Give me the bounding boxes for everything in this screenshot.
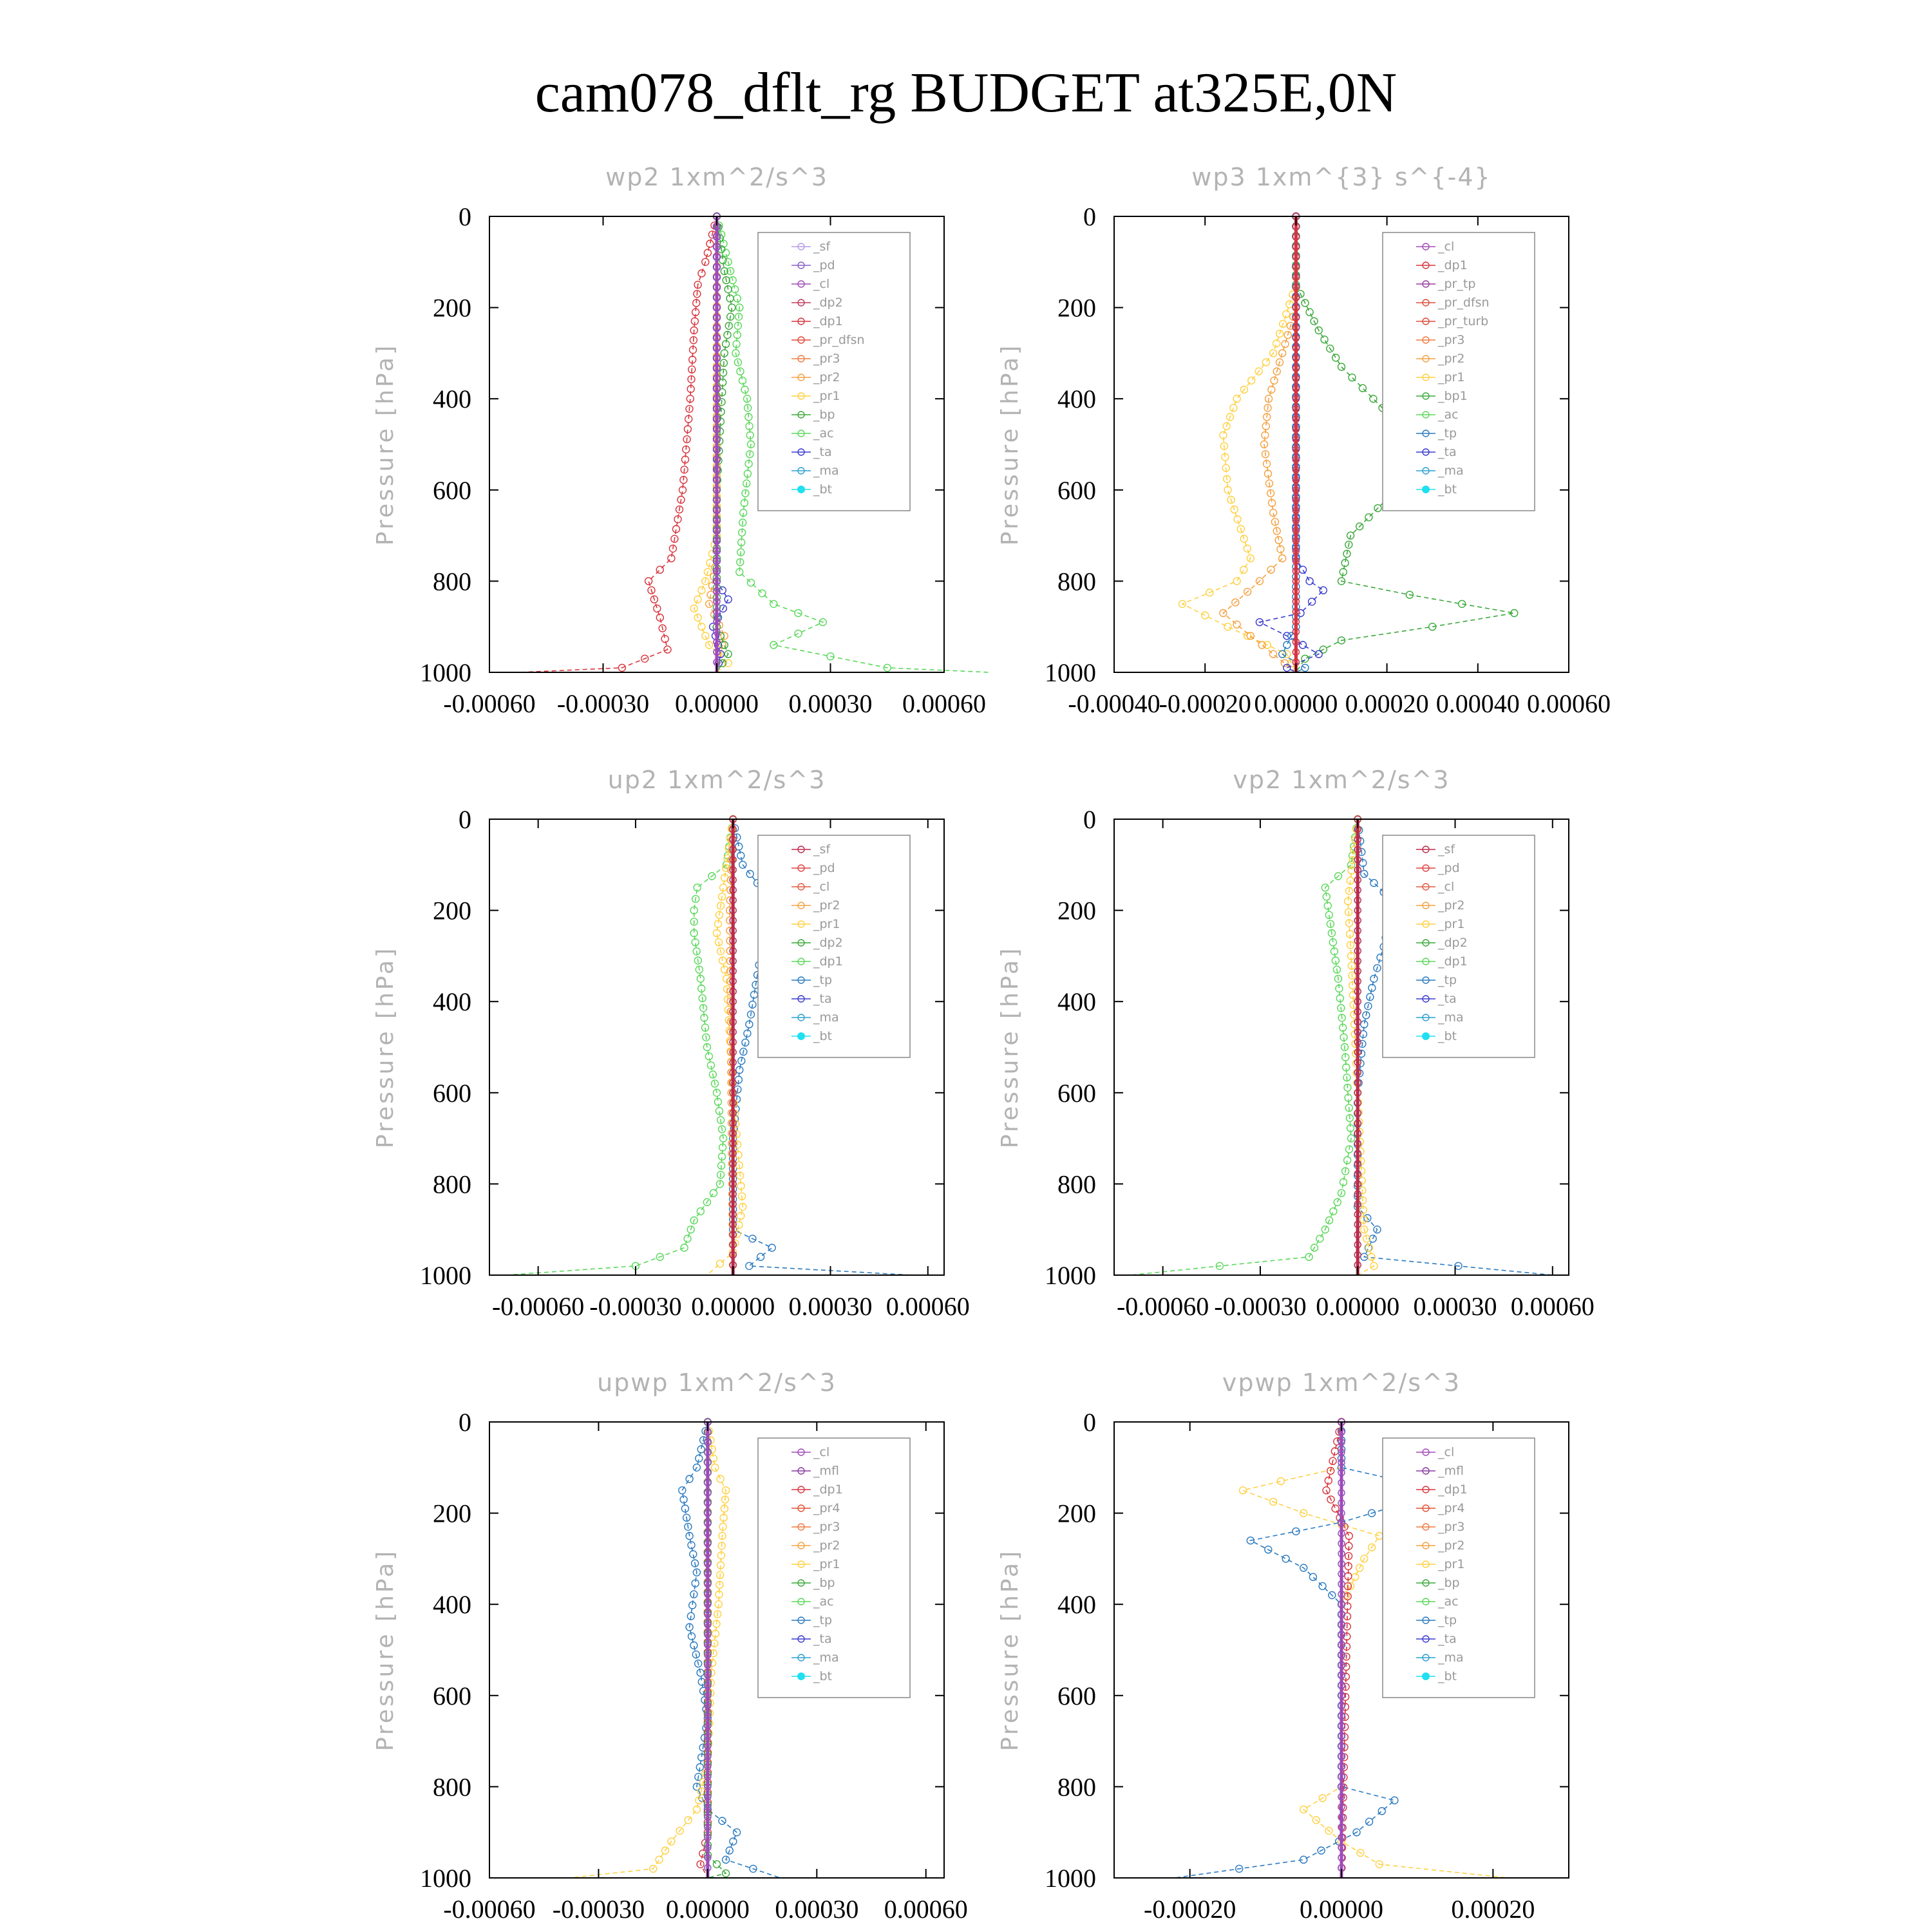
legend-label: _mfl xyxy=(813,1464,839,1478)
series-point xyxy=(706,240,714,247)
series-point xyxy=(757,1253,764,1260)
legend-label: _pr3 xyxy=(813,1520,840,1534)
legend-label: _cl xyxy=(1438,1445,1455,1459)
series-point xyxy=(1281,659,1288,667)
legend-label: _pr2 xyxy=(1438,898,1465,913)
legend-marker xyxy=(797,486,805,493)
y-tick-label: 1000 xyxy=(1045,658,1096,687)
series-point xyxy=(710,1189,717,1197)
x-tick-label: -0.00030 xyxy=(589,1292,682,1321)
legend-label: _pr_turb xyxy=(1438,314,1489,328)
legend-label: _pr_dfsn xyxy=(813,333,865,347)
legend-label: _pr2 xyxy=(813,370,840,384)
x-tick-label: 0.00060 xyxy=(886,1292,970,1321)
x-tick-label: -0.00060 xyxy=(491,1292,585,1321)
y-tick-label: 800 xyxy=(1057,1170,1096,1199)
x-tick-label: 0.00030 xyxy=(775,1895,859,1924)
series-point xyxy=(656,566,663,573)
x-tick-label: 0.00000 xyxy=(1316,1292,1400,1321)
series-point xyxy=(1368,1253,1375,1260)
legend-label: _ta xyxy=(1438,1632,1457,1646)
legend-label: _cl xyxy=(813,1445,830,1459)
legend-label: _bt xyxy=(1438,1669,1457,1683)
series-point xyxy=(698,623,705,630)
legend-label: _bt xyxy=(1438,482,1457,497)
legend-label: _pr1 xyxy=(813,917,840,931)
legend-label: _ta xyxy=(813,1632,832,1646)
legend-label: _dp2 xyxy=(813,296,843,310)
legend-label: _ta xyxy=(813,445,832,459)
x-tick-label: 0.00000 xyxy=(1300,1895,1383,1924)
legend-label: _mfl xyxy=(1438,1464,1464,1478)
x-tick-label: -0.00060 xyxy=(443,689,536,718)
legend-label: _sf xyxy=(1438,842,1455,857)
series-point xyxy=(732,286,739,293)
y-tick-label: 400 xyxy=(433,384,471,414)
y-tick-label: 800 xyxy=(433,1170,471,1199)
legend-marker xyxy=(1422,1672,1430,1680)
legend-label: _tp xyxy=(813,1613,833,1627)
series-point xyxy=(696,1455,703,1462)
series-group xyxy=(569,1419,781,1879)
series-line xyxy=(1260,216,1323,672)
legend-label: _ac xyxy=(1438,1595,1459,1609)
y-tick-label: 800 xyxy=(1057,567,1096,596)
legend-label: _tp xyxy=(1438,426,1457,440)
y-tick-label: 0 xyxy=(1083,1408,1096,1437)
series-point xyxy=(1334,1438,1341,1445)
legend xyxy=(758,1438,910,1698)
series-point xyxy=(1320,587,1327,594)
x-tick-label: 0.00000 xyxy=(691,1292,775,1321)
series-point xyxy=(739,377,746,384)
legend xyxy=(1383,835,1535,1057)
legend xyxy=(758,232,910,511)
series-point xyxy=(1309,1573,1316,1580)
y-tick-label: 200 xyxy=(1057,896,1096,925)
series-point xyxy=(697,1208,704,1215)
series-point xyxy=(1316,1235,1323,1242)
x-tick-label: 0.00060 xyxy=(902,689,986,718)
x-tick-label: 0.00060 xyxy=(1527,689,1611,718)
series-point xyxy=(1234,516,1241,523)
y-tick-label: 600 xyxy=(433,1078,471,1108)
legend-label: _pr1 xyxy=(813,389,840,403)
legend-label: _ac xyxy=(1438,408,1459,422)
y-tick-label: 200 xyxy=(1057,1499,1096,1528)
series-point xyxy=(724,596,732,603)
legend-label: _bp xyxy=(813,408,835,422)
x-tick-label: -0.00020 xyxy=(1144,1895,1236,1924)
legend-label: _ma xyxy=(1438,1651,1464,1665)
x-tick-label: -0.00030 xyxy=(556,689,650,718)
series-point xyxy=(1279,350,1286,357)
legend-label: _pr1 xyxy=(1438,917,1465,931)
series-point xyxy=(1262,359,1269,366)
x-tick-label: -0.00060 xyxy=(443,1895,536,1924)
series-point xyxy=(1230,404,1237,412)
series-point xyxy=(1271,377,1278,384)
series-line xyxy=(569,1422,726,1878)
y-tick-label: 1000 xyxy=(1045,1261,1096,1290)
y-axis-label: Pressure [hPa] xyxy=(372,343,399,546)
series-point xyxy=(730,1838,737,1845)
panel-title: wp2 1xm^2/s^3 xyxy=(605,163,828,191)
y-tick-label: 600 xyxy=(1057,1078,1096,1108)
legend-label: _dp1 xyxy=(813,1482,843,1497)
legend-marker xyxy=(1422,1032,1430,1040)
series-point xyxy=(1233,395,1240,402)
legend-label: _pr_dfsn xyxy=(1438,296,1490,310)
legend-label: _ma xyxy=(813,1010,839,1025)
legend-label: _pr3 xyxy=(1438,333,1465,347)
legend-label: _ma xyxy=(813,1651,839,1665)
series-point xyxy=(1273,340,1280,347)
series-point xyxy=(1300,641,1307,649)
y-tick-label: 800 xyxy=(433,567,471,596)
legend-label: _dp1 xyxy=(1438,1482,1468,1497)
legend-label: _sf xyxy=(813,842,831,857)
chart-panel-6 xyxy=(997,1368,1569,1924)
series-point xyxy=(1370,975,1378,982)
series-point xyxy=(1331,1448,1338,1455)
legend-label: _pr_tp xyxy=(1438,277,1476,291)
y-tick-label: 200 xyxy=(1057,293,1096,323)
series-point xyxy=(694,596,701,603)
y-tick-label: 1000 xyxy=(1045,1864,1096,1893)
series-point xyxy=(698,270,705,277)
y-tick-label: 800 xyxy=(1057,1772,1096,1802)
series-point xyxy=(1283,641,1291,649)
series-point xyxy=(1359,384,1366,392)
legend-label: _cl xyxy=(813,880,830,894)
series-point xyxy=(1270,650,1277,658)
legend-label: _cl xyxy=(813,277,830,291)
y-tick-label: 600 xyxy=(433,1681,471,1710)
y-tick-label: 1000 xyxy=(420,1864,471,1893)
series-line xyxy=(707,819,743,1275)
series-point xyxy=(1332,1505,1339,1512)
y-tick-label: 400 xyxy=(433,1590,471,1620)
legend-label: _ma xyxy=(1438,1010,1464,1025)
panel-title: up2 1xm^2/s^3 xyxy=(607,766,826,794)
legend xyxy=(1383,1438,1535,1698)
series-line xyxy=(1130,819,1358,1275)
panel-title: vp2 1xm^2/s^3 xyxy=(1233,766,1450,794)
series-point xyxy=(688,1633,696,1640)
series-point xyxy=(768,1244,775,1251)
y-tick-label: 200 xyxy=(433,896,471,925)
series-point xyxy=(1268,386,1275,393)
legend-label: _dp1 xyxy=(1438,258,1468,272)
chart-panel-5 xyxy=(372,1368,968,1924)
series-point xyxy=(690,1642,697,1649)
legend-label: _ma xyxy=(813,464,839,478)
series-point xyxy=(1365,1244,1372,1251)
series-point xyxy=(704,249,711,256)
x-tick-label: 0.00030 xyxy=(788,1292,873,1321)
y-axis-label: Pressure [hPa] xyxy=(372,945,399,1149)
series-point xyxy=(684,1235,691,1242)
legend-label: _ma xyxy=(1438,464,1464,478)
y-tick-label: 600 xyxy=(1057,1681,1096,1710)
series-point xyxy=(712,1464,719,1471)
y-tick-label: 400 xyxy=(433,987,471,1017)
legend-label: _ta xyxy=(1438,445,1457,459)
series-point xyxy=(1319,1582,1326,1589)
series-point xyxy=(1378,1808,1385,1815)
y-tick-label: 200 xyxy=(433,293,471,323)
y-tick-label: 400 xyxy=(1057,1590,1096,1620)
series-point xyxy=(654,605,661,612)
y-axis-label: Pressure [hPa] xyxy=(997,1548,1023,1752)
chart-panel-4 xyxy=(997,766,1595,1321)
legend-label: _bt xyxy=(813,1669,833,1683)
x-tick-label: -0.00060 xyxy=(1116,1292,1209,1321)
legend-label: _pr2 xyxy=(813,1539,840,1553)
legend-label: _pd xyxy=(813,861,835,875)
series-point xyxy=(693,1806,700,1813)
legend-label: _dp1 xyxy=(813,314,843,328)
x-tick-label: 0.00030 xyxy=(788,689,873,718)
x-tick-label: 0.00060 xyxy=(1510,1292,1595,1321)
y-tick-label: 600 xyxy=(1057,475,1096,505)
y-axis-label: Pressure [hPa] xyxy=(372,1548,399,1752)
figure-title: cam078_dflt_rg BUDGET at325E,0N xyxy=(535,62,1397,124)
series-point xyxy=(1248,377,1255,384)
x-tick-label: 0.00060 xyxy=(884,1895,968,1924)
legend-label: _pr2 xyxy=(1438,1539,1465,1553)
panel-title: wp3 1xm^{3} s^{-4} xyxy=(1191,163,1492,191)
series-point xyxy=(1282,1555,1289,1562)
legend-label: _pr2 xyxy=(1438,352,1465,366)
series-point xyxy=(1306,308,1313,316)
series-point xyxy=(717,1260,724,1267)
y-tick-label: 0 xyxy=(1083,805,1096,834)
series-point xyxy=(1376,1533,1383,1540)
chart-panel-2 xyxy=(997,163,1611,718)
series-point xyxy=(1282,341,1289,348)
legend-label: _tp xyxy=(813,973,833,987)
legend-label: _bt xyxy=(813,1029,833,1043)
series-point xyxy=(723,249,730,256)
legend xyxy=(758,835,910,1057)
legend-marker xyxy=(797,1672,805,1680)
x-tick-label: -0.00030 xyxy=(552,1895,645,1924)
x-tick-label: -0.00030 xyxy=(1214,1292,1307,1321)
legend-marker xyxy=(1422,486,1430,493)
series-point xyxy=(1332,354,1340,361)
series-point xyxy=(707,1062,714,1069)
legend-label: _pr1 xyxy=(1438,1557,1465,1571)
y-axis-label: Pressure [hPa] xyxy=(997,343,1023,546)
legend-label: _ta xyxy=(813,992,832,1006)
x-tick-label: -0.00020 xyxy=(1159,689,1251,718)
legend-label: _dp1 xyxy=(813,954,843,969)
legend-label: _tp xyxy=(1438,973,1457,987)
legend-label: _pr4 xyxy=(1438,1501,1465,1515)
legend-label: _ac xyxy=(813,1595,834,1609)
series-point xyxy=(734,295,741,302)
legend-label: _bp1 xyxy=(1438,389,1468,403)
y-tick-label: 800 xyxy=(433,1772,471,1802)
series-point xyxy=(1349,374,1356,381)
series-point xyxy=(1321,336,1328,343)
legend-label: _cl xyxy=(1438,880,1455,894)
series-point xyxy=(717,1475,724,1482)
series-point xyxy=(697,1446,705,1453)
series-point xyxy=(656,614,663,621)
legend-label: _pr4 xyxy=(813,1501,840,1515)
panel-title: upwp 1xm^2/s^3 xyxy=(597,1368,837,1397)
legend-label: _bt xyxy=(813,482,833,497)
series-point xyxy=(1370,395,1377,402)
y-tick-label: 0 xyxy=(459,1408,471,1437)
legend-label: _pr1 xyxy=(1438,370,1465,384)
series-point xyxy=(1277,1478,1284,1485)
series-point xyxy=(1352,1573,1359,1580)
series-point xyxy=(645,578,652,585)
y-tick-label: 400 xyxy=(1057,384,1096,414)
y-tick-label: 0 xyxy=(459,805,471,834)
series-line xyxy=(506,819,733,1275)
y-tick-label: 600 xyxy=(433,475,471,505)
series-point xyxy=(681,1244,688,1251)
legend-label: _bp xyxy=(1438,1576,1460,1590)
x-tick-label: 0.00030 xyxy=(1413,1292,1497,1321)
series-point xyxy=(1240,1487,1247,1494)
x-tick-label: -0.00040 xyxy=(1068,689,1160,718)
series-point xyxy=(1283,310,1290,317)
y-tick-label: 400 xyxy=(1057,987,1096,1017)
series-group xyxy=(520,213,990,673)
series-point xyxy=(1258,641,1265,649)
series-point xyxy=(1300,566,1307,573)
series-point xyxy=(1297,610,1304,617)
series-point xyxy=(736,1066,743,1074)
y-tick-label: 200 xyxy=(433,1499,471,1528)
series-point xyxy=(1330,1208,1337,1215)
series-point xyxy=(770,600,777,607)
legend-label: _pd xyxy=(813,258,835,272)
series-line xyxy=(1182,216,1296,672)
legend-label: _pr3 xyxy=(813,352,840,366)
series-point xyxy=(1288,659,1295,667)
legend-label: _pr2 xyxy=(813,898,840,913)
legend-label: _pd xyxy=(1438,861,1460,875)
legend-label: _dp2 xyxy=(1438,936,1468,950)
legend-marker xyxy=(797,1032,805,1040)
series-point xyxy=(1240,566,1247,573)
y-axis-label: Pressure [hPa] xyxy=(997,945,1023,1149)
series-line xyxy=(1223,216,1296,672)
x-tick-label: 0.00020 xyxy=(1345,689,1429,718)
series-point xyxy=(1365,514,1372,521)
legend-label: _bt xyxy=(1438,1029,1457,1043)
series-point xyxy=(1391,1797,1398,1804)
series-point xyxy=(1233,578,1240,585)
y-tick-label: 0 xyxy=(459,202,471,231)
series-point xyxy=(686,1475,693,1482)
chart-panel-1 xyxy=(372,163,990,718)
series-point xyxy=(759,590,766,597)
legend-label: _pr1 xyxy=(813,1557,840,1571)
series-point xyxy=(1224,623,1231,630)
x-tick-label: 0.00020 xyxy=(1451,1895,1535,1924)
series-point xyxy=(1306,578,1313,585)
series-point xyxy=(1244,545,1251,552)
legend-label: _dp1 xyxy=(1438,954,1468,969)
y-tick-label: 1000 xyxy=(420,1261,471,1290)
series-point xyxy=(1309,598,1316,605)
legend-label: _ac xyxy=(813,426,834,440)
series-point xyxy=(1370,880,1378,887)
x-tick-label: 0.00000 xyxy=(1254,689,1338,718)
y-tick-label: 1000 xyxy=(420,658,471,687)
series-point xyxy=(661,636,668,643)
series-point xyxy=(1345,1533,1352,1540)
series-point xyxy=(714,1861,721,1868)
x-tick-label: 0.00040 xyxy=(1435,689,1520,718)
legend-label: _bp xyxy=(813,1576,835,1590)
series-line xyxy=(520,216,717,672)
legend-label: _cl xyxy=(1438,240,1455,254)
legend-label: _tp xyxy=(1438,1613,1457,1627)
series-point xyxy=(656,1856,663,1863)
legend-label: _pr3 xyxy=(1438,1520,1465,1534)
series-point xyxy=(741,386,748,393)
chart-panel-3 xyxy=(372,766,970,1321)
x-tick-label: 0.00000 xyxy=(665,1895,750,1924)
series-point xyxy=(698,587,705,594)
series-point xyxy=(748,579,755,586)
legend-label: _dp2 xyxy=(813,936,843,950)
series-point xyxy=(1279,555,1286,562)
series-point xyxy=(1233,621,1240,628)
series-line xyxy=(694,216,728,672)
legend-label: _sf xyxy=(813,240,831,254)
chart-panels xyxy=(372,163,1611,1924)
legend xyxy=(1383,232,1535,511)
y-tick-label: 0 xyxy=(1083,202,1096,231)
legend-label: _ta xyxy=(1438,992,1457,1006)
x-tick-label: 0.00000 xyxy=(675,689,759,718)
panel-title: vpwp 1xm^2/s^3 xyxy=(1222,1368,1461,1397)
